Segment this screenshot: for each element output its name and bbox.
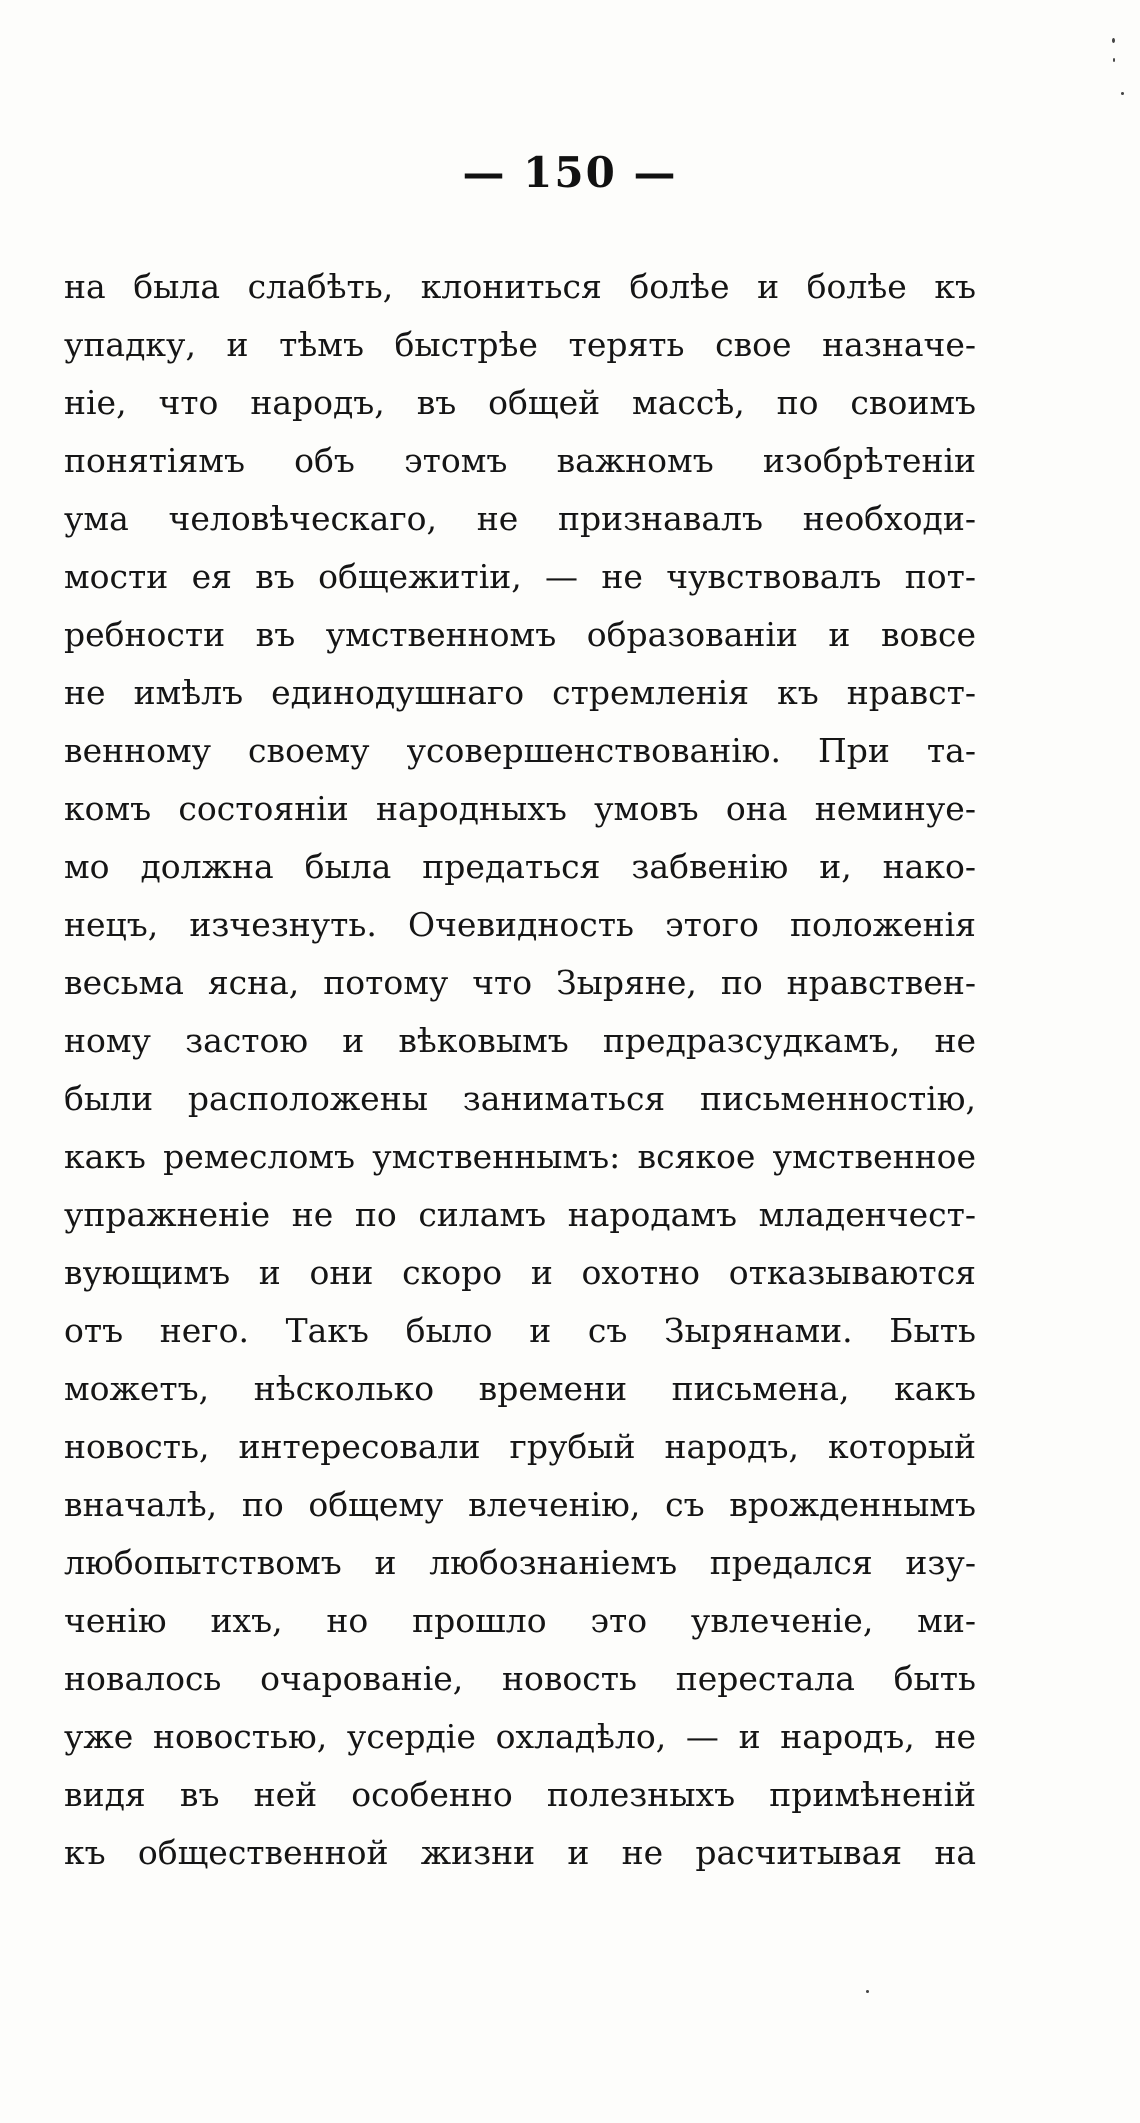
text-line: комъ состояніи народныхъ умовъ она неминуе- — [64, 789, 976, 828]
text-line: упадку, и тѣмъ быстрѣе терять свое назначе- — [64, 325, 976, 364]
text-line: можетъ, нѣсколько времени письмена, какъ — [64, 1369, 976, 1408]
body-text — [64, 258, 976, 1882]
text-line: любопытствомъ и любознаніемъ предался изу- — [64, 1543, 976, 1582]
text-line: новалось очарованіе, новость перестала быть — [64, 1659, 976, 1698]
text-line: ребности въ умственномъ образованіи и вовсе — [64, 615, 976, 654]
print-speck — [866, 1990, 869, 1993]
text-line: на была слабѣть, клониться болѣе и болѣе къ — [64, 267, 976, 306]
text-line: видя въ ней особенно полезныхъ примѣненій — [64, 1775, 976, 1814]
text-line: весьма ясна, потому что Зыряне, по нравствен- — [64, 963, 976, 1002]
print-speck — [1112, 38, 1115, 43]
text-line: къ общественной жизни и не расчитывая на — [64, 1833, 976, 1872]
text-line: нецъ, изчезнуть. Очевидность этого положенія — [64, 905, 976, 944]
print-speck — [1121, 92, 1124, 95]
text-line: венному своему усовершенствованію. При та- — [64, 731, 976, 770]
page-number: — 150 — — [462, 148, 678, 197]
print-speck — [1113, 58, 1115, 62]
text-line: новость, интересовали грубый народъ, который — [64, 1427, 976, 1466]
text-line: ніе, что народъ, въ общей массѣ, по своимъ — [64, 383, 976, 422]
text-line: были расположены заниматься письменностію, — [64, 1079, 976, 1118]
text-line: не имѣлъ единодушнаго стремленія къ нравст- — [64, 673, 976, 712]
text-line: отъ него. Такъ было и съ Зырянами. Быть — [64, 1311, 976, 1350]
text-line: вующимъ и они скоро и охотно отказываются — [64, 1253, 976, 1292]
text-line: понятіямъ объ этомъ важномъ изобрѣтеніи — [64, 441, 976, 480]
text-line: ченію ихъ, но прошло это увлеченіе, ми- — [64, 1601, 976, 1640]
text-line: ума человѣческаго, не признавалъ необходи- — [64, 499, 976, 538]
text-line: уже новостью, усердіе охладѣло, — и народъ, не — [64, 1717, 976, 1756]
text-line: ному застою и вѣковымъ предразсудкамъ, не — [64, 1021, 976, 1060]
text-line: какъ ремесломъ умственнымъ: всякое умственное — [64, 1137, 976, 1176]
text-line: упражненіе не по силамъ народамъ младенчест- — [64, 1195, 976, 1234]
text-line: мости ея въ общежитіи, — не чувствовалъ пот- — [64, 557, 976, 596]
text-line: вначалѣ, по общему влеченію, съ врожденнымъ — [64, 1485, 976, 1524]
text-line: мо должна была предаться забвенію и, нако- — [64, 847, 976, 886]
